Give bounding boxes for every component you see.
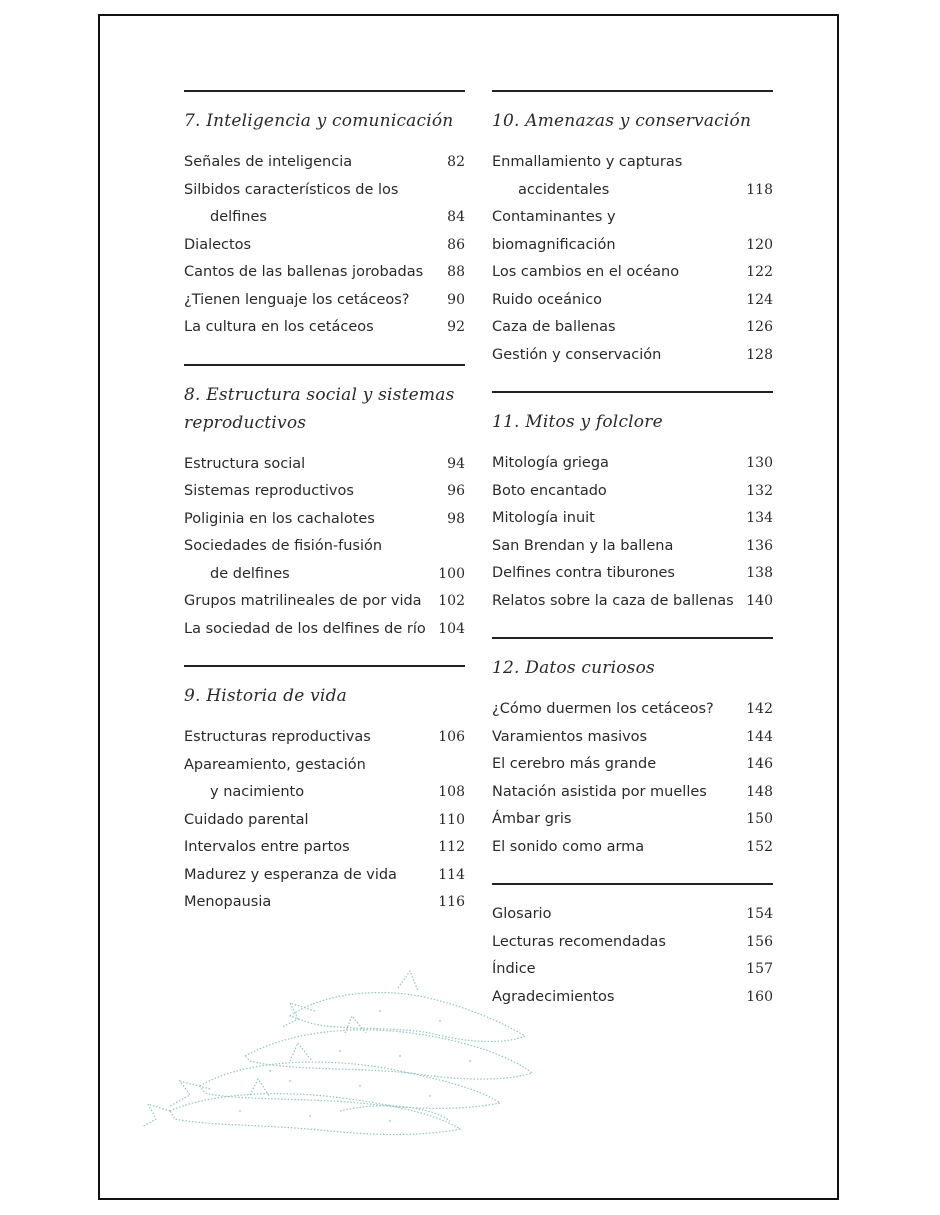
page-number: 138 — [746, 565, 773, 581]
page-number: 156 — [746, 933, 773, 950]
entry-title — [184, 752, 430, 807]
entry-title — [492, 204, 738, 259]
page-number: 160 — [746, 988, 773, 1005]
toc-entry[interactable] — [492, 751, 773, 779]
toc-entry[interactable] — [184, 314, 465, 342]
entry-title-text: Varamientos masivos — [492, 728, 648, 745]
entry-title — [492, 724, 738, 752]
entry-title — [184, 506, 439, 534]
entry-title — [184, 232, 439, 260]
entry-title-text: Contaminantes y biomagnificación — [492, 209, 616, 253]
book-page — [98, 14, 839, 1200]
toc-section — [492, 90, 773, 369]
toc-entry[interactable] — [184, 588, 465, 616]
page-number: 148 — [746, 783, 773, 800]
entry-title — [492, 259, 738, 287]
entry-title — [492, 696, 738, 724]
entry-title-text: Glosario — [492, 906, 552, 922]
toc-entry[interactable] — [184, 834, 465, 862]
toc-entry[interactable] — [184, 451, 465, 479]
page-number: 154 — [746, 906, 773, 922]
page-number: 152 — [746, 838, 773, 855]
toc-entry[interactable] — [184, 862, 465, 890]
entry-title — [492, 806, 738, 834]
section-title: 12. Datos curiosos — [492, 658, 655, 678]
entry-title-text: Sociedades de fisión-fusión — [184, 538, 383, 554]
toc-entry[interactable] — [184, 506, 465, 534]
entry-title-text: Natación asistida por muelles — [492, 783, 707, 800]
page-number: 150 — [746, 811, 773, 827]
entry-title — [184, 259, 439, 287]
page-number: 88 — [447, 264, 465, 280]
entry-title-text: Mitología griega — [492, 455, 609, 471]
page-number: 82 — [447, 154, 465, 170]
entry-title — [184, 862, 430, 890]
entry-title-text: Dialectos — [184, 236, 252, 253]
entry-title-text: Sistemas reproductivos — [184, 483, 354, 499]
toc-entry[interactable] — [184, 889, 465, 917]
page-number: 110 — [438, 811, 465, 828]
toc-entry[interactable] — [184, 533, 465, 588]
entry-title — [184, 287, 439, 315]
toc-entry[interactable] — [492, 779, 773, 807]
entry-title — [492, 834, 738, 862]
page-number: 102 — [438, 593, 465, 609]
toc-entry[interactable] — [184, 478, 465, 506]
entry-title-text: Gestión y conservación — [492, 346, 662, 363]
toc-entry[interactable] — [492, 560, 773, 588]
toc-entry[interactable] — [492, 929, 773, 957]
entry-title-continuation: accidentales — [518, 181, 610, 198]
toc-section — [184, 665, 465, 917]
entry-title — [492, 533, 738, 561]
entry-title-continuation: de delfines — [210, 565, 290, 582]
toc-entry[interactable] — [492, 450, 773, 478]
toc-entry[interactable] — [492, 724, 773, 752]
toc-entry[interactable] — [492, 342, 773, 370]
toc-entry[interactable] — [492, 588, 773, 616]
section-title: 9. Historia de vida — [184, 686, 347, 706]
toc-entry[interactable] — [492, 533, 773, 561]
toc-entry[interactable] — [492, 696, 773, 724]
page-number: 144 — [746, 728, 773, 745]
toc-entry[interactable] — [184, 177, 465, 232]
toc-entry[interactable] — [184, 149, 465, 177]
entry-title — [492, 287, 738, 315]
page-number: 106 — [438, 729, 465, 745]
page-number: 100 — [438, 565, 465, 582]
toc-entry[interactable] — [492, 314, 773, 342]
page-number: 114 — [438, 866, 465, 883]
toc-column-left — [184, 90, 465, 939]
entry-title-text: Lecturas recomendadas — [492, 933, 666, 950]
entry-title-text: Delfines contra tiburones — [492, 565, 675, 581]
entry-title-text: Boto encantado — [492, 482, 607, 499]
page-number: 108 — [438, 784, 465, 800]
entry-title-text: Madurez y esperanza de vida — [184, 866, 397, 883]
entry-title — [184, 889, 430, 917]
toc-entry[interactable] — [492, 806, 773, 834]
toc-entry[interactable] — [492, 287, 773, 315]
toc-entry[interactable] — [184, 232, 465, 260]
entry-title — [184, 588, 430, 616]
page-number: 118 — [746, 181, 773, 198]
entry-title-text: Poliginia en los cachalotes — [184, 510, 375, 527]
toc-entry[interactable] — [184, 287, 465, 315]
entry-title-text: Apareamiento, gestación — [184, 756, 366, 773]
entry-title — [184, 616, 430, 644]
entry-title-text: El cerebro más grande — [492, 756, 657, 772]
entry-title-text: ¿Cómo duermen los cetáceos? — [492, 701, 714, 717]
page-number: 157 — [746, 961, 773, 977]
section-title: 7. Inteligencia y comunicación — [184, 111, 454, 131]
page-number: 132 — [746, 482, 773, 499]
toc-entry[interactable] — [184, 724, 465, 752]
page-number: 120 — [746, 236, 773, 253]
entry-title — [184, 314, 439, 342]
entry-title-text: La sociedad de los delfines de río — [184, 620, 426, 637]
entry-title — [184, 451, 439, 479]
entry-title-text: Índice — [492, 961, 536, 977]
page-number: 146 — [746, 756, 773, 772]
entry-title-text: Caza de ballenas — [492, 319, 616, 335]
page-number: 112 — [438, 839, 465, 855]
entry-title-text: ¿Tienen lenguaje los cetáceos? — [184, 291, 410, 308]
toc-entry[interactable] — [492, 834, 773, 862]
entry-title-text: Señales de inteligencia — [184, 154, 353, 170]
page-number: 142 — [746, 701, 773, 717]
page-number: 92 — [447, 319, 465, 335]
whale-pod-illustration — [140, 961, 540, 1151]
entry-title-text: Mitología inuit — [492, 510, 595, 526]
entry-title — [492, 560, 738, 588]
page-number: 140 — [746, 592, 773, 609]
page-number: 104 — [438, 620, 465, 637]
entry-title — [492, 314, 738, 342]
entry-title — [492, 505, 738, 533]
entry-title — [492, 342, 738, 370]
entry-title — [492, 478, 738, 506]
entry-title — [492, 901, 738, 929]
page-number: 126 — [746, 319, 773, 335]
page-number: 122 — [746, 264, 773, 280]
toc-section — [184, 364, 465, 644]
page-number: 98 — [447, 510, 465, 527]
entry-title-text: Grupos matrilineales de por vida — [184, 593, 422, 609]
entry-title-text: Ruido oceánico — [492, 291, 603, 308]
page-number: 124 — [746, 291, 773, 308]
entry-title-text: La cultura en los cetáceos — [184, 319, 374, 335]
page-number: 136 — [746, 537, 773, 554]
toc-section — [184, 90, 465, 342]
entry-title-text: Estructuras reproductivas — [184, 729, 371, 745]
entry-title — [492, 588, 738, 616]
entry-title — [184, 807, 430, 835]
entry-title — [184, 724, 430, 752]
entry-title-continuation: y nacimiento — [210, 784, 305, 800]
page-number: 96 — [447, 483, 465, 499]
entry-title-text: Menopausia — [184, 894, 272, 910]
toc-entry[interactable] — [492, 149, 773, 204]
entry-title-text: Estructura social — [184, 455, 306, 472]
entry-title-text: Intervalos entre partos — [184, 839, 350, 855]
toc-entry[interactable] — [184, 259, 465, 287]
entry-title — [184, 149, 439, 177]
entry-title-text: Silbidos característicos de los — [184, 181, 399, 198]
toc-entry[interactable] — [492, 478, 773, 506]
entry-title-text: El sonido como arma — [492, 838, 645, 855]
entry-title — [492, 149, 738, 204]
entry-title — [184, 478, 439, 506]
toc-entry[interactable] — [492, 259, 773, 287]
section-title: 10. Amenazas y conservación — [492, 111, 752, 131]
entry-title-text: Cuidado parental — [184, 811, 309, 828]
entry-title-continuation: delfines — [210, 209, 267, 225]
page-number: 94 — [447, 455, 465, 472]
entry-title-text: Agradecimientos — [492, 988, 615, 1005]
page-number: 130 — [746, 455, 773, 471]
entry-title-text: San Brendan y la ballena — [492, 537, 674, 554]
page-number: 128 — [746, 346, 773, 363]
page-number: 86 — [447, 236, 465, 253]
page-number: 90 — [447, 291, 465, 308]
entry-title-text: Ámbar gris — [492, 811, 572, 827]
page-number: 134 — [746, 510, 773, 526]
entry-title — [492, 751, 738, 779]
toc-entry[interactable] — [184, 616, 465, 644]
entry-title — [492, 450, 738, 478]
toc-entry[interactable] — [492, 505, 773, 533]
toc-entry[interactable] — [492, 204, 773, 259]
entry-title — [492, 929, 738, 957]
entry-title — [492, 779, 738, 807]
toc-entry[interactable] — [184, 807, 465, 835]
toc-column-right — [492, 90, 773, 1011]
toc-entry[interactable] — [184, 752, 465, 807]
page-number: 84 — [447, 209, 465, 225]
entry-title-text: Relatos sobre la caza de ballenas — [492, 592, 734, 609]
entry-title-text: Los cambios en el océano — [492, 264, 680, 280]
entry-title — [184, 533, 430, 588]
section-title: 11. Mitos y folclore — [492, 412, 663, 432]
toc-section — [492, 637, 773, 861]
toc-entry[interactable] — [492, 901, 773, 929]
entry-title — [184, 834, 430, 862]
entry-title-text: Enmallamiento y capturas — [492, 154, 683, 170]
entry-title — [184, 177, 439, 232]
entry-title-text: Cantos de las ballenas jorobadas — [184, 264, 424, 280]
section-title: 8. Estructura social y sistemas reproductivos — [184, 384, 455, 433]
toc-section — [492, 391, 773, 615]
page-number: 116 — [438, 894, 465, 910]
